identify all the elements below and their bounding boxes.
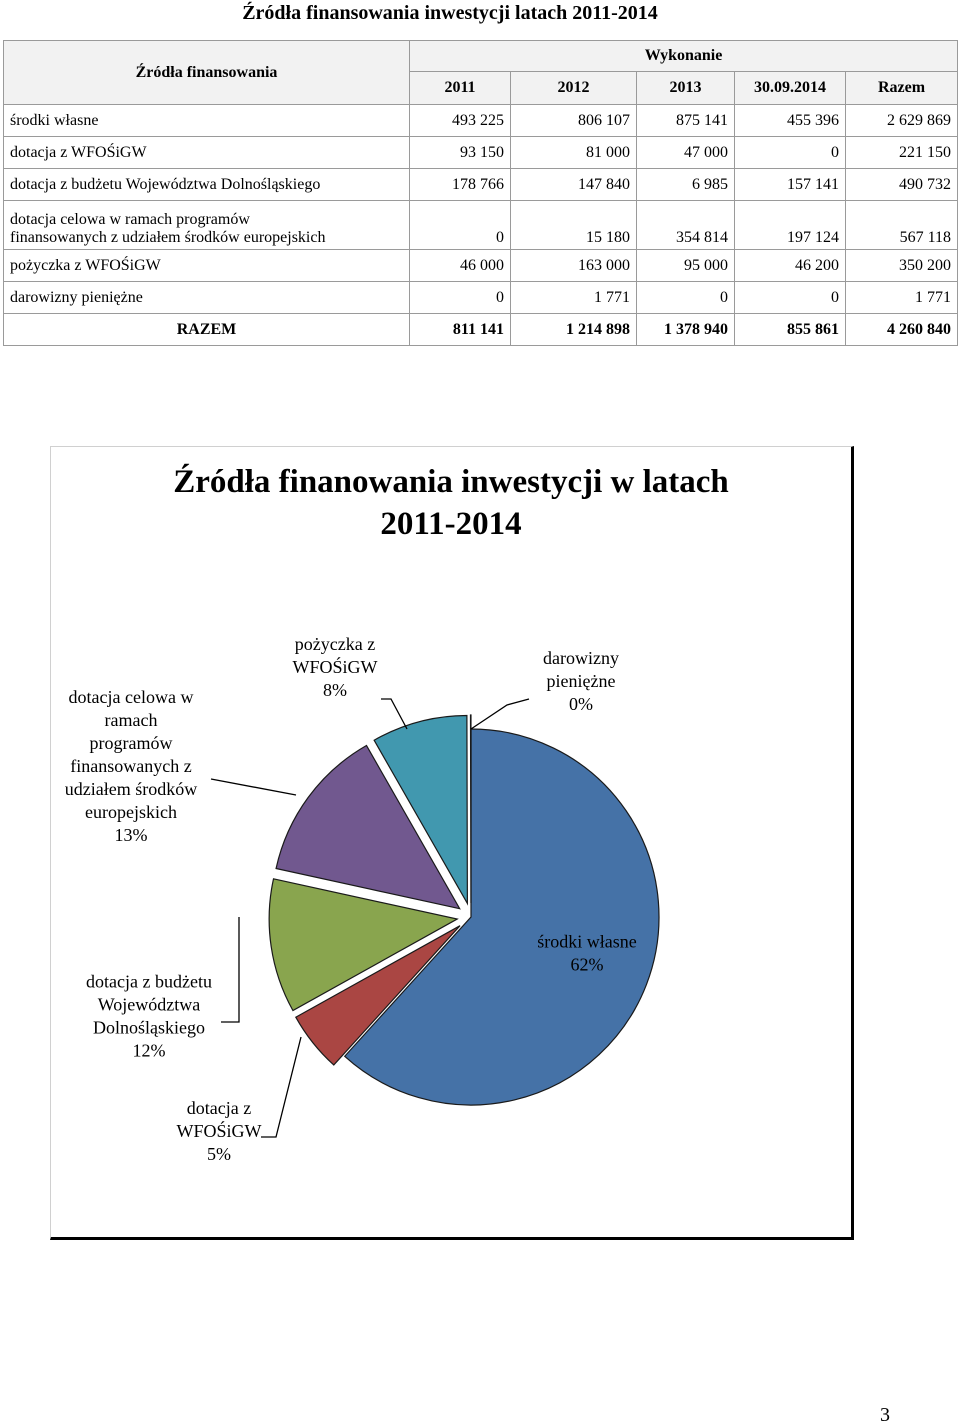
cell: 1 771 [846,282,958,314]
financing-table [3,40,958,346]
leader-line [211,779,296,795]
cell: 455 396 [735,105,846,137]
header-group: Wykonanie [410,41,958,72]
cell: 855 861 [735,314,846,346]
slice-label-line: finansowanych z [70,756,192,776]
cell: 806 107 [511,105,637,137]
cell: 147 840 [511,169,637,201]
table-row [4,201,958,250]
slice-label-line: ramach [104,710,158,730]
chart-title-line: Źródła finanowania inwestycji w latach [173,464,729,500]
row-label: dotacja z budżetu Województwa Dolnośląskiego [4,169,410,201]
row-label: środki własne [4,105,410,137]
leader-line [471,699,529,729]
slice-label-line: dotacja celowa w [68,687,194,707]
slice-label-line: Województwa [97,994,201,1015]
slice-label-line: europejskich [85,802,177,822]
table-row [4,169,958,201]
cell: 93 150 [410,137,511,169]
row-label: pożyczka z WFOŚiGW [4,250,410,282]
row-label-line: dotacja celowa w ramach programów [10,211,250,228]
slice-label-line: udziałem środków [64,779,198,799]
cell: 221 150 [846,137,958,169]
header-col-total: Razem [846,72,958,105]
leader-line [221,917,239,1022]
cell: 197 124 [735,201,846,250]
header-source: Źródła finansowania [4,41,410,105]
slice-label-line: dotacja z budżetu [86,971,212,992]
cell: 47 000 [637,137,735,169]
slice-percent: 8% [323,680,347,700]
cell: 6 985 [637,169,735,201]
row-label [4,201,410,250]
table-total-row [4,314,958,346]
pie-svg [51,447,851,1237]
row-label-line: finansowanych z udziałem środków europejskich [10,229,326,246]
cell: 567 118 [846,201,958,250]
cell: 0 [410,282,511,314]
slice-label-line: dotacja z [186,1098,252,1118]
cell: 46 000 [410,250,511,282]
header-col-2012: 2012 [511,72,637,105]
slice-label-line: programów [89,733,173,753]
table-row [4,137,958,169]
slice-label-line: środki własne [537,931,637,952]
slice-label [293,634,378,700]
cell: 95 000 [637,250,735,282]
cell: 157 141 [735,169,846,201]
cell: 875 141 [637,105,735,137]
slice-percent: 0% [569,694,593,714]
slice-label [177,1098,262,1164]
chart-title-line: 2011-2014 [380,506,522,542]
cell: 1 214 898 [511,314,637,346]
total-label: RAZEM [4,314,410,346]
cell: 1 378 940 [637,314,735,346]
slice-label [65,687,197,845]
pie-chart [50,446,854,1240]
slice-label [86,972,212,1061]
slice-label-line: WFOŚiGW [176,1121,262,1141]
page-number: 3 [880,1404,890,1426]
slice-percent: 62% [570,954,604,975]
cell: 163 000 [511,250,637,282]
cell: 0 [735,282,846,314]
cell: 178 766 [410,169,511,201]
slice-label [543,648,619,714]
cell: 2 629 869 [846,105,958,137]
header-col-2013: 2013 [637,72,735,105]
cell: 4 260 840 [846,314,958,346]
slice-label-line: pożyczka z [294,634,376,654]
table-row [4,105,958,137]
cell: 0 [637,282,735,314]
slice-percent: 13% [114,825,148,845]
document-title: Źródła finansowania inwestycji latach 2011-2014 [242,2,658,24]
row-label: darowizny pieniężne [4,282,410,314]
header-col-2014: 30.09.2014 [735,72,846,105]
cell: 354 814 [637,201,735,250]
leader-line [261,1037,301,1137]
header-col-2011: 2011 [410,72,511,105]
slice-label-line: Dolnośląskiego [93,1017,205,1038]
slice-label-line: darowizny [543,648,619,668]
cell: 490 732 [846,169,958,201]
leader-line [381,699,407,729]
table-row [4,250,958,282]
cell: 46 200 [735,250,846,282]
cell: 493 225 [410,105,511,137]
cell: 81 000 [511,137,637,169]
slice-label-line: pieniężne [546,671,616,691]
slice-percent: 5% [207,1144,231,1164]
slice-label-line: WFOŚiGW [292,657,378,677]
cell: 811 141 [410,314,511,346]
cell: 350 200 [846,250,958,282]
cell: 15 180 [511,201,637,250]
slice-percent: 12% [132,1040,166,1061]
row-label: dotacja z WFOŚiGW [4,137,410,169]
table-row [4,282,958,314]
cell: 0 [410,201,511,250]
cell: 0 [735,137,846,169]
cell: 1 771 [511,282,637,314]
